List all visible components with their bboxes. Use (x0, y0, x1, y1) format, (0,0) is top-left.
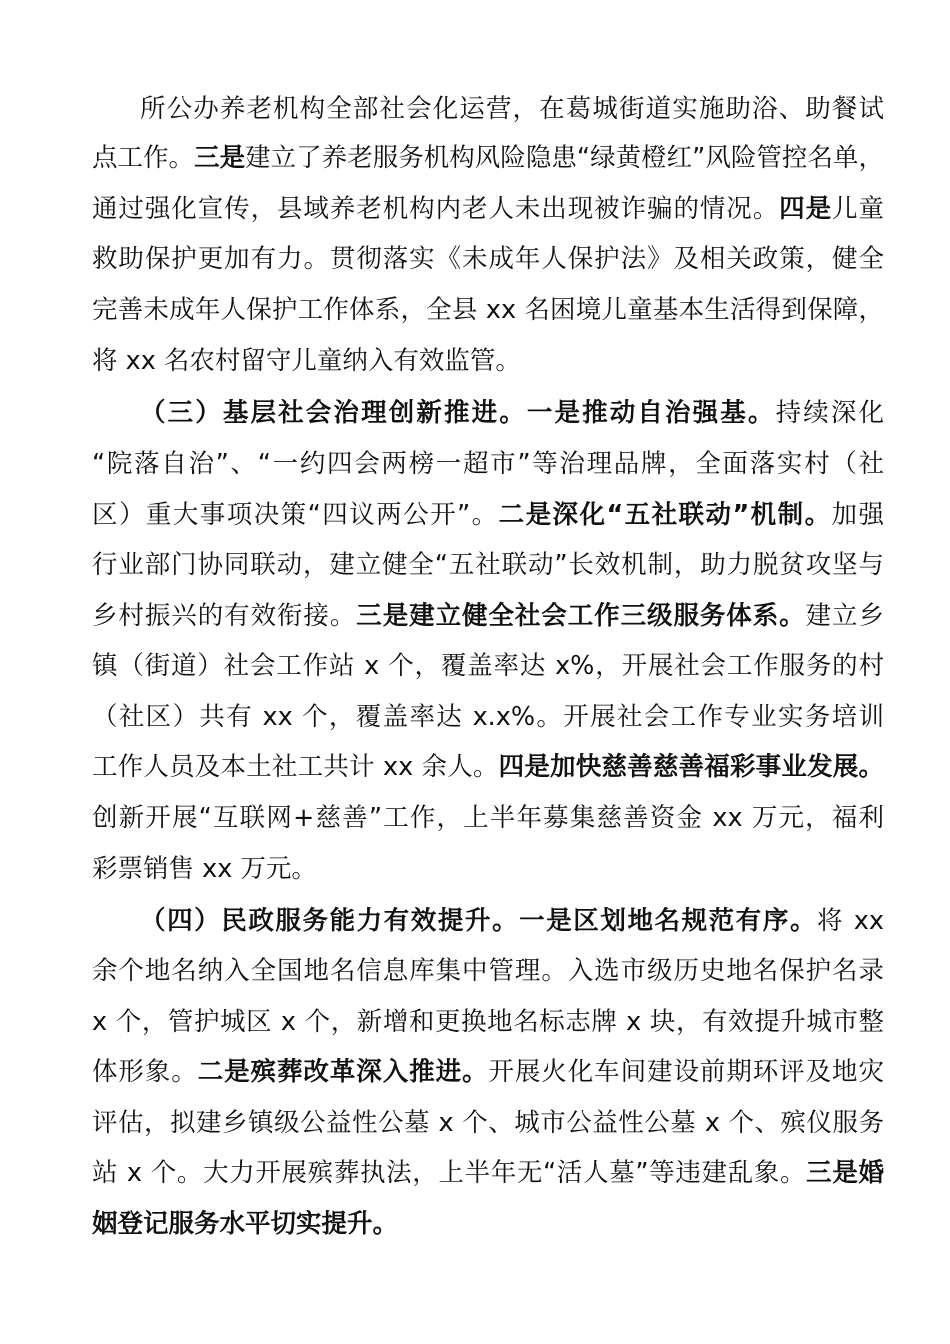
text-segment: （社区）共有 xx 个，覆盖率达 x.x%。开展社会工作专业实务培训 (92, 702, 884, 732)
text-line (92, 641, 884, 692)
text-line (92, 184, 884, 235)
text-line (92, 439, 884, 490)
text-line (92, 692, 884, 743)
text-segment: 创新开展“互联网+慈善”工作，上半年募集慈善资金 xx 万元，福利 (92, 803, 884, 833)
bold-text-segment: 三是 (194, 143, 246, 173)
text-line (140, 84, 884, 135)
text-line (92, 336, 884, 387)
bold-text-segment: 四是 (779, 194, 833, 224)
text-line (92, 234, 884, 285)
bold-text-segment: 姻登记服务水平切实提升。 (92, 1209, 399, 1239)
text-line (92, 793, 884, 844)
text-segment: “院落自治”、“一约四会两榜一超市”等治理品牌，全面落实村（社 (92, 449, 884, 479)
text-line (92, 1047, 884, 1098)
text-segment: 建立乡 (805, 601, 884, 631)
bold-text-segment: 三是婚 (806, 1158, 884, 1188)
text-line (92, 946, 884, 997)
text-segment: 彩票销售 xx 万元。 (92, 854, 317, 884)
text-segment: 持续深化 (775, 398, 884, 428)
text-line (140, 388, 884, 439)
text-segment: 行业部门协同联动，建立健全“五社联动”长效机制，助力脱贫攻坚与 (92, 550, 884, 580)
text-segment: 将 xx (817, 906, 884, 936)
text-line (92, 1148, 884, 1199)
text-line (92, 540, 884, 591)
text-segment: x 个，管护城区 x 个，新增和更换地名标志牌 x 块，有效提升城市整 (92, 1007, 884, 1037)
bold-text-segment: 四是加快慈善慈善福彩事业发展。 (498, 752, 884, 782)
bold-text-segment: （四）民政服务能力有效提升。一是区划地名规范有序。 (140, 906, 818, 936)
text-line (92, 285, 884, 336)
text-segment: 儿童 (832, 194, 884, 224)
bold-text-segment: 二是殡葬改革深入推进。 (197, 1057, 489, 1087)
text-segment: 体形象。 (92, 1057, 198, 1087)
text-line (140, 896, 884, 947)
text-line (92, 1098, 884, 1149)
text-line (92, 997, 884, 1048)
bold-text-segment: 三是建立健全社会工作三级服务体系。 (356, 601, 806, 631)
text-line (92, 591, 884, 642)
text-line (92, 133, 884, 184)
text-segment: 开展火化车间建设前期环评及地灾 (488, 1057, 884, 1087)
text-segment: 余个地名纳入全国地名信息库集中管理。入选市级历史地名保护名录 (92, 956, 884, 986)
text-segment: 通过强化宣传，县域养老机构内老人未出现被诈骗的情况。 (92, 194, 780, 224)
bold-text-segment: 二是深化“五社联动”机制。 (498, 500, 832, 530)
text-line (92, 742, 884, 793)
text-segment: 区）重大事项决策“四议两公开”。 (92, 500, 499, 530)
text-segment: 评估，拟建乡镇级公益性公墓 x 个、城市公益性公墓 x 个、殡仪服务 (92, 1108, 884, 1138)
text-segment: 乡村振兴的有效衔接。 (92, 601, 357, 631)
text-segment: 将 xx 名农村留守儿童纳入有效监管。 (92, 346, 521, 376)
text-segment: 所公办养老机构全部社会化运营，在葛城街道实施助浴、助餐试 (140, 94, 884, 124)
text-segment: 完善未成年人保护工作体系，全县 xx 名困境儿童基本生活得到保障， (92, 295, 884, 325)
text-segment: 救助保护更加有力。贯彻落实《未成年人保护法》及相关政策，健全 (92, 244, 884, 274)
text-segment: 建立了养老服务机构风险隐患“绿黄橙红”风险管控名单， (245, 143, 884, 173)
text-segment: 站 x 个。大力开展殡葬执法，上半年无“活人墓”等违建乱象。 (92, 1158, 807, 1188)
text-segment: 加强 (831, 500, 884, 530)
text-segment: 工作人员及本土社工共计 xx 余人。 (92, 752, 499, 782)
text-line (92, 1199, 884, 1250)
text-line (92, 490, 884, 541)
text-line (92, 844, 884, 895)
text-segment: 点工作。 (92, 143, 195, 173)
bold-text-segment: （三）基层社会治理创新推进。一是推动自治强基。 (140, 398, 776, 428)
text-segment: 镇（街道）社会工作站 x 个，覆盖率达 x%，开展社会工作服务的村 (92, 651, 884, 681)
